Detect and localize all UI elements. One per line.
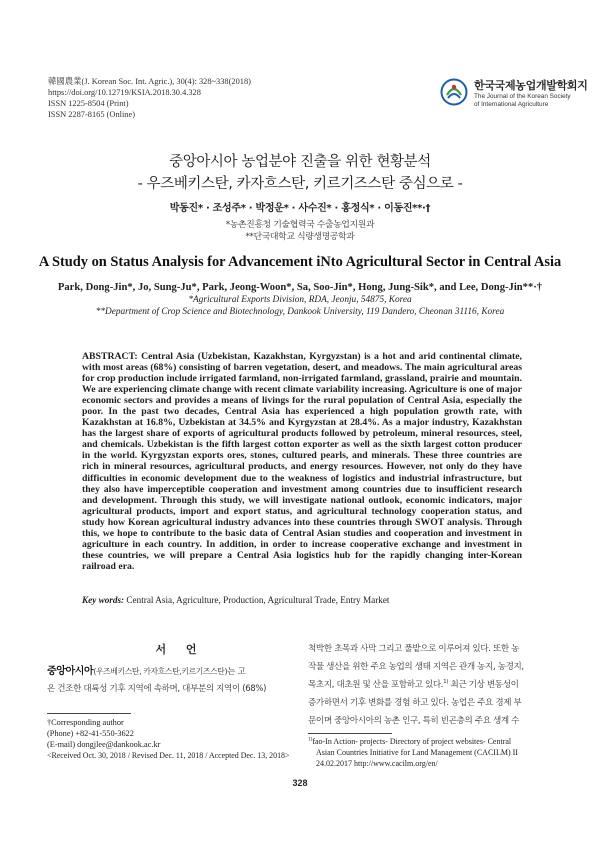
korean-authors: 박동진* · 조성주* · 박정운* · 사수진* · 홍정식* · 이동진**·† xyxy=(169,203,431,214)
korean-affiliation-2: **단국대학교 식량생명공학과 xyxy=(245,232,355,242)
right-line3-end: 최근 기상 변동성이 xyxy=(448,680,519,690)
society-name-english-2: of International Agriculture xyxy=(474,101,549,108)
corresponding-author: †Corresponding author xyxy=(47,718,124,727)
korean-title-line1: 중앙아시아 농업분야 진출을 위한 현황분석 xyxy=(169,154,431,170)
keywords xyxy=(82,595,532,605)
issn-online: ISSN 2287-8165 (Online) xyxy=(48,110,136,119)
doi-link[interactable]: https://doi.org/10.12719/KSIA.2018.30.4.328 xyxy=(48,88,201,97)
body-country-list: (우즈베키스탄, 카자흐스탄,키르기즈스탄) xyxy=(93,667,228,676)
footnote-1-line3[interactable]: 24.02.2017 http://www.cacilm.org/en/ xyxy=(316,759,438,768)
korean-title-line2: - 우즈베키스탄, 카자흐스탄, 키르기즈스탄 중심으로 - xyxy=(137,176,463,192)
right-column-line1: 척박한 초목과 사막 그리고 풀밭으로 이루어져 있다. 또한 농 xyxy=(308,644,520,654)
society-logo xyxy=(440,76,590,112)
footnote-ref-1[interactable]: 1) xyxy=(443,679,449,686)
footnote-1-line2: Asian Countries Initiative for Land Management (CACILM) II xyxy=(316,748,518,757)
keywords-label: Key words: xyxy=(82,595,125,605)
keywords-text: Central Asia, Agriculture, Production, Agricultural Trade, Entry Market xyxy=(126,595,390,605)
footnote-1-line1 xyxy=(308,737,558,748)
section-title-introduction: 서 언 xyxy=(155,643,205,656)
english-authors: Park, Dong-Jin*, Jo, Sung-Ju*, Park, Jeong-Woon*, Sa, Soo-Jin*, Hong, Jung-Sik*, and Lee, Dong-Jin**·† xyxy=(57,282,543,293)
society-name-korean: 한국국제농업개발학회지 xyxy=(474,79,588,92)
right-column-line4: 증가하면서 기후 변화를 경험 하고 있다. 농업은 주요 경제 부 xyxy=(308,698,522,708)
abstract-text: Central Asia (Uzbekistan, Kazakhstan, Kyrgyzstan) is a hot and arid continental climate, with most areas (68%) consisting of barren vegetation, desert, and meadows. The main agricultural areas for crop production include irrigated farmland, non-irrigated farmland, grassland, prairie and mountain. We are experiencing climate change with recent climate variability increasing. Agriculture is one of major economic sectors and provides a means of livings for the rural population of Central Asia, especially the poor. In the past two decades, Central Asia has experienced a high population growth rate, with Kazakhstan at 16.8%, Uzbekistan at 34.5% and Kyrgyzstan at 28.4%. As a major industry, Kazakhstan has the largest share of exports of agricultural products followed by petroleum, mineral resources, steel, and chemicals. Uzbekistan is the fifth largest cotton exporter as well as the sixth largest cotton producer in the world. Kyrgyzstan exports ores, stones, cultured pearls, and minerals. These three countries are rich in mineral resources, agricultural products, and energy resources. However, not only do they have difficulties in economic development due to the weakness of logistics and industrial infrastructure, but they also have imperceptible cooperation and investment among countries due to insufficient research and development. Through this study, we will investigate national outlook, economic indicators, major agricultural products, import and export status, and agricultural technology cooperation status, and study how Korean agricultural industry advances into these countries through SWOT analysis. Through this, we hope to contribute to the basic data of Central Asian studies and cooperation and investment in agriculture in each country. In addition, in order to increase cooperative exchange and investment in these countries, we will prepare a Central Asia logistics hub for the rapidly changing inter-Korean railroad era. xyxy=(82,351,522,572)
english-title: A Study on Status Analysis for Advancement iNto Agricultural Sector in Central Asia xyxy=(38,254,562,270)
issn-print: ISSN 1225-8504 (Print) xyxy=(48,99,129,108)
journal-citation: 韓國農業(J. Korean Soc. Int. Agric.), 30(4): 328~338(2018) xyxy=(48,77,251,86)
author-email[interactable]: (E-mail) dongjlee@dankook.ac.kr xyxy=(47,740,161,749)
society-emblem-icon xyxy=(440,78,468,106)
footnote-1-text-1: fao-In Action- projects- Directory of project websites- Central xyxy=(312,737,512,746)
right-column-line5: 문이며 중앙아시아의 농촌 인구, 특히 빈곤층의 주요 생계 수 xyxy=(308,716,520,726)
left-column-line1 xyxy=(47,663,297,682)
page-number: 328 xyxy=(292,778,308,788)
footnote-rule-right xyxy=(308,733,392,734)
right-column-line2: 작물 생산을 위한 주요 농업의 생태 지역은 관개 농지, 농경지, xyxy=(308,662,524,672)
society-name-english-1: The Journal of the Korean Society xyxy=(474,93,571,100)
body-lead-word: 중앙아시아 xyxy=(47,666,94,677)
left-column-line2: 온 건조한 대륙성 기후 지역에 속하며, 대부분의 지역이 (68%) xyxy=(47,684,267,694)
korean-affiliation-1: *농촌진흥청 기술협력국 수출농업지원과 xyxy=(225,220,375,230)
body-line1-end: 는 고 xyxy=(227,667,246,677)
abstract-label: ABSTRACT: xyxy=(82,351,138,362)
english-affiliation-1: *Agricultural Exports Division, RDA, Jeonju, 54875, Korea xyxy=(188,295,412,305)
author-phone: (Phone) +82-41-550-3622 xyxy=(47,729,134,738)
footnote-rule-left xyxy=(47,713,131,714)
received-dates: <Received Oct. 30, 2018 / Revised Dec. 11, 2018 / Accepted Dec. 13, 2018> xyxy=(47,751,290,760)
footnote-1-marker: 1) xyxy=(308,736,313,743)
right-column-line3 xyxy=(308,677,563,695)
abstract xyxy=(82,351,522,572)
english-affiliation-2: **Department of Crop Science and Biotechnology, Dankook University, 119 Dandero, Cheonan 31116, Korea xyxy=(95,307,505,317)
right-line3-text: 목초지, 대초원 및 산을 포함하고 있다. xyxy=(308,680,444,690)
